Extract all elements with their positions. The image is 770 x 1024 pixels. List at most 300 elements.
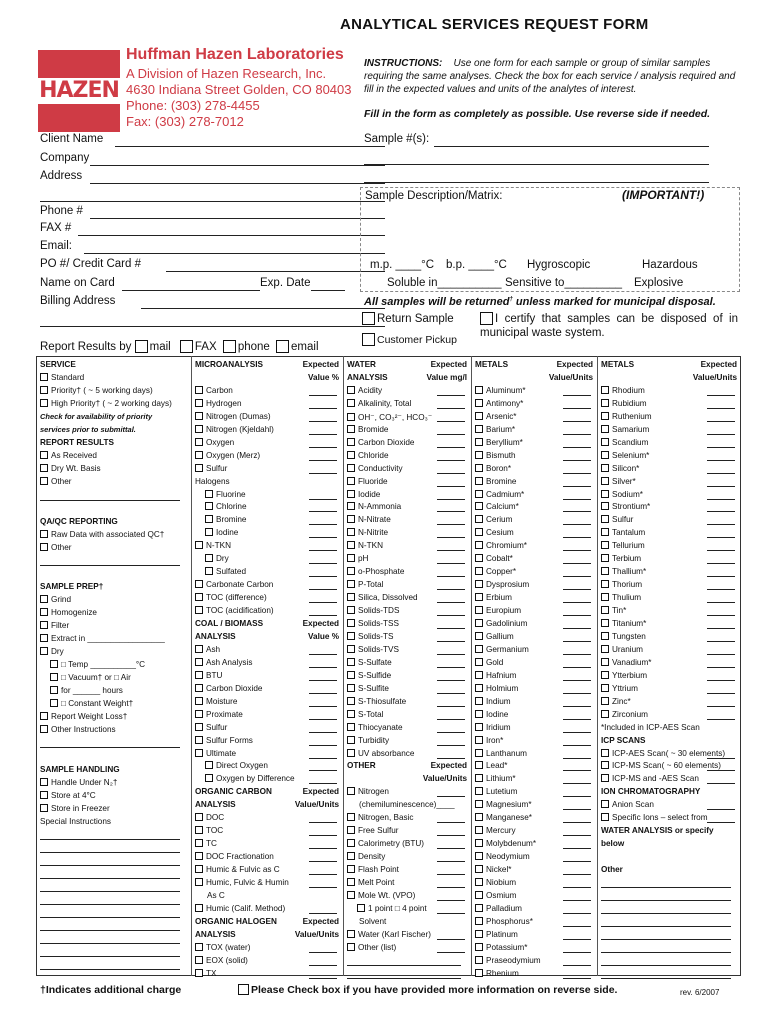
write-in-line[interactable] — [40, 747, 180, 748]
checkbox[interactable] — [347, 787, 355, 795]
exp-date-field[interactable] — [311, 290, 345, 291]
expected-value-field[interactable] — [437, 499, 465, 500]
write-in-line[interactable] — [601, 965, 731, 966]
checkbox[interactable] — [40, 778, 48, 786]
item-high-priority-2-working-days[interactable] — [40, 399, 172, 408]
expected-value-field[interactable] — [707, 809, 735, 810]
checkbox[interactable] — [195, 826, 203, 834]
item-toc[interactable] — [195, 826, 223, 835]
write-in-line[interactable] — [601, 926, 731, 927]
checkbox[interactable] — [475, 878, 483, 886]
item-gold[interactable] — [475, 658, 503, 667]
checkbox[interactable] — [601, 671, 609, 679]
expected-value-field[interactable] — [563, 719, 591, 720]
checkbox[interactable] — [347, 515, 355, 523]
item-lanthanum[interactable] — [475, 749, 527, 758]
checkbox[interactable] — [475, 606, 483, 614]
checkbox[interactable] — [601, 515, 609, 523]
checkbox[interactable] — [475, 438, 483, 446]
item-btu[interactable] — [195, 671, 222, 680]
item-tellurium[interactable] — [601, 541, 645, 550]
card-name-field[interactable] — [122, 290, 260, 291]
checkbox[interactable] — [601, 541, 609, 549]
expected-value-field[interactable] — [707, 770, 735, 771]
checkbox[interactable] — [195, 438, 203, 446]
expected-value-field[interactable] — [707, 511, 735, 512]
checkbox[interactable] — [475, 697, 483, 705]
checkbox[interactable] — [347, 645, 355, 653]
checkbox[interactable] — [347, 464, 355, 472]
item-homogenize[interactable] — [40, 608, 97, 617]
expected-value-field[interactable] — [437, 861, 465, 862]
expected-value-field[interactable] — [437, 576, 465, 577]
expected-value-field[interactable] — [437, 913, 465, 914]
item-conductivity[interactable] — [347, 464, 403, 473]
expected-value-field[interactable] — [707, 550, 735, 551]
item-uv-absorbance[interactable] — [347, 749, 414, 758]
checkbox[interactable] — [40, 608, 48, 616]
item-dry-wt-basis[interactable] — [40, 464, 101, 473]
item-thallium[interactable] — [601, 567, 646, 576]
expected-value-field[interactable] — [563, 887, 591, 888]
expected-value-field[interactable] — [563, 641, 591, 642]
expected-value-field[interactable] — [437, 408, 465, 409]
checkbox[interactable] — [475, 632, 483, 640]
checkbox[interactable] — [475, 736, 483, 744]
checkbox[interactable] — [347, 891, 355, 899]
write-in-line[interactable] — [40, 891, 180, 892]
item-silica-dissolved[interactable] — [347, 593, 418, 602]
checkbox[interactable] — [601, 658, 609, 666]
expected-value-field[interactable] — [309, 770, 337, 771]
checkbox[interactable] — [601, 684, 609, 692]
item-acidity[interactable] — [347, 386, 382, 395]
expected-value-field[interactable] — [707, 602, 735, 603]
expected-value-field[interactable] — [563, 809, 591, 810]
item-carbon-dioxide[interactable] — [347, 438, 414, 447]
item-carbon-dioxide[interactable] — [195, 684, 262, 693]
expected-value-field[interactable] — [309, 745, 337, 746]
checkbox[interactable] — [475, 774, 483, 782]
item-density[interactable] — [347, 852, 385, 861]
expected-value-field[interactable] — [563, 447, 591, 448]
item-chromium[interactable] — [475, 541, 527, 550]
expected-value-field[interactable] — [437, 654, 465, 655]
expected-value-field[interactable] — [309, 783, 337, 784]
expected-value-field[interactable] — [707, 589, 735, 590]
checkbox[interactable] — [475, 386, 483, 394]
checkbox[interactable] — [195, 541, 203, 549]
expected-value-field[interactable] — [563, 978, 591, 979]
expected-value-field[interactable] — [309, 524, 337, 525]
expected-value-field[interactable] — [563, 900, 591, 901]
item-cobalt[interactable] — [475, 554, 513, 563]
item-bromine[interactable] — [475, 477, 517, 486]
item-n-nitrite[interactable] — [347, 528, 388, 537]
expected-value-field[interactable] — [309, 473, 337, 474]
item-doc[interactable] — [195, 813, 224, 822]
checkbox[interactable] — [347, 697, 355, 705]
write-in-line[interactable] — [40, 956, 180, 957]
checkbox[interactable] — [347, 451, 355, 459]
checkbox[interactable] — [195, 464, 203, 472]
checkbox[interactable] — [347, 413, 355, 421]
checkbox[interactable] — [195, 412, 203, 420]
expected-value-field[interactable] — [707, 434, 735, 435]
item-oxygen-merz[interactable] — [195, 451, 260, 460]
item-eox-solid[interactable] — [195, 956, 248, 965]
item-specific-ions-select-from[interactable] — [601, 813, 708, 822]
expected-value-field[interactable] — [437, 693, 465, 694]
checkbox[interactable] — [347, 723, 355, 731]
expected-value-field[interactable] — [707, 654, 735, 655]
checkbox[interactable] — [475, 852, 483, 860]
item-other-list[interactable] — [347, 943, 396, 952]
checkbox[interactable] — [601, 774, 609, 782]
item-germanium[interactable] — [475, 645, 529, 654]
checkbox[interactable] — [347, 632, 355, 640]
expected-value-field[interactable] — [563, 615, 591, 616]
expected-value-field[interactable] — [563, 861, 591, 862]
checkbox[interactable] — [205, 502, 213, 510]
item-s-sulfite[interactable] — [347, 684, 389, 693]
checkbox[interactable] — [40, 791, 48, 799]
item-s-sulfide[interactable] — [347, 671, 391, 680]
item-molybdenum[interactable] — [475, 839, 536, 848]
item-oxygen[interactable] — [195, 438, 234, 447]
checkbox[interactable] — [347, 477, 355, 485]
checkbox[interactable] — [347, 710, 355, 718]
checkbox[interactable] — [475, 541, 483, 549]
client-field-line[interactable] — [141, 308, 386, 309]
expected-value-field[interactable] — [563, 796, 591, 797]
item-solids-tds[interactable] — [347, 606, 399, 615]
checkbox[interactable] — [475, 412, 483, 420]
expected-value-field[interactable] — [707, 395, 735, 396]
item-p-total[interactable] — [347, 580, 383, 589]
checkbox[interactable] — [195, 606, 203, 614]
expected-value-field[interactable] — [309, 719, 337, 720]
expected-value-field[interactable] — [437, 900, 465, 901]
client-field-line[interactable] — [90, 165, 385, 166]
checkbox[interactable] — [601, 528, 609, 536]
checkbox[interactable] — [195, 645, 203, 653]
checkbox[interactable] — [347, 438, 355, 446]
checkbox[interactable] — [475, 645, 483, 653]
item-chlorine[interactable] — [205, 502, 247, 511]
expected-value-field[interactable] — [563, 537, 591, 538]
expected-value-field[interactable] — [309, 680, 337, 681]
expected-value-field[interactable] — [563, 576, 591, 577]
checkbox[interactable] — [195, 969, 203, 977]
expected-value-field[interactable] — [707, 641, 735, 642]
expected-value-field[interactable] — [309, 589, 337, 590]
item-ruthenium[interactable] — [601, 412, 652, 421]
expected-value-field[interactable] — [707, 563, 735, 564]
item-solids-tvs[interactable] — [347, 645, 399, 654]
expected-value-field[interactable] — [437, 628, 465, 629]
expected-value-field[interactable] — [437, 848, 465, 849]
expected-value-field[interactable] — [707, 524, 735, 525]
item-antimony[interactable] — [475, 399, 523, 408]
checkbox[interactable] — [601, 580, 609, 588]
checkbox[interactable] — [475, 490, 483, 498]
expected-value-field[interactable] — [437, 602, 465, 603]
expected-value-field[interactable] — [437, 486, 465, 487]
item-tantalum[interactable] — [601, 528, 645, 537]
checkbox[interactable] — [475, 943, 483, 951]
expected-value-field[interactable] — [707, 680, 735, 681]
item-icp-ms-scan-60-elements[interactable] — [601, 761, 721, 770]
write-in-line[interactable] — [40, 500, 180, 501]
checkbox[interactable] — [475, 956, 483, 964]
checkbox[interactable] — [347, 502, 355, 510]
item-dysprosium[interactable] — [475, 580, 529, 589]
checkbox[interactable] — [50, 699, 58, 707]
item-iodide[interactable] — [347, 490, 380, 499]
checkbox[interactable] — [601, 399, 609, 407]
expected-value-field[interactable] — [707, 537, 735, 538]
checkbox[interactable] — [195, 736, 203, 744]
expected-value-field[interactable] — [563, 486, 591, 487]
checkbox[interactable] — [195, 710, 203, 718]
item-rubidium[interactable] — [601, 399, 647, 408]
item-strontium[interactable] — [601, 502, 650, 511]
item-mole-wt-vpo[interactable] — [347, 891, 415, 900]
item-iodine[interactable] — [205, 528, 238, 537]
item-ytterbium[interactable] — [601, 671, 647, 680]
checkbox[interactable] — [195, 671, 203, 679]
sample-number-field[interactable] — [434, 146, 709, 147]
checkbox[interactable] — [347, 943, 355, 951]
checkbox[interactable] — [347, 593, 355, 601]
item-bromide[interactable] — [347, 425, 389, 434]
expected-value-field[interactable] — [309, 654, 337, 655]
expected-value-field[interactable] — [563, 628, 591, 629]
report-by-phone-checkbox[interactable] — [223, 340, 236, 353]
checkbox[interactable] — [347, 541, 355, 549]
item-nickel[interactable] — [475, 865, 511, 874]
checkbox[interactable] — [475, 464, 483, 472]
checkbox[interactable] — [195, 878, 203, 886]
checkbox[interactable] — [205, 528, 213, 536]
expected-value-field[interactable] — [563, 926, 591, 927]
checkbox[interactable] — [195, 658, 203, 666]
boiling-point-field[interactable]: b.p. ____°C — [446, 259, 507, 271]
checkbox[interactable] — [475, 399, 483, 407]
item-nitrogen-kjeldahl[interactable] — [195, 425, 274, 434]
item-tc[interactable] — [195, 839, 217, 848]
expected-value-field[interactable] — [437, 758, 465, 759]
item-n-tkn[interactable] — [347, 541, 383, 550]
item-cesium[interactable] — [475, 528, 514, 537]
item-sodium[interactable] — [601, 490, 643, 499]
expected-value-field[interactable] — [707, 421, 735, 422]
checkbox[interactable] — [347, 671, 355, 679]
expected-value-field[interactable] — [563, 848, 591, 849]
expected-value-field[interactable] — [309, 499, 337, 500]
expected-value-field[interactable] — [309, 978, 337, 979]
item-water-karl-fischer[interactable] — [347, 930, 431, 939]
checkbox[interactable] — [475, 593, 483, 601]
checkbox[interactable] — [40, 647, 48, 655]
item-neodymium[interactable] — [475, 852, 530, 861]
item-thiocyanate[interactable] — [347, 723, 403, 732]
expected-value-field[interactable] — [563, 421, 591, 422]
checkbox[interactable] — [195, 451, 203, 459]
checkbox[interactable] — [347, 425, 355, 433]
item-sulfur[interactable] — [601, 515, 633, 524]
item-cerium[interactable] — [475, 515, 512, 524]
report-by-mail-checkbox[interactable] — [135, 340, 148, 353]
item-sulfur-forms[interactable] — [195, 736, 253, 745]
expected-value-field[interactable] — [437, 745, 465, 746]
expected-value-field[interactable] — [563, 550, 591, 551]
expected-value-field[interactable] — [563, 693, 591, 694]
item-praseodymium[interactable] — [475, 956, 541, 965]
item-osmium[interactable] — [475, 891, 516, 900]
item-anion-scan[interactable] — [601, 800, 654, 809]
expected-value-field[interactable] — [309, 758, 337, 759]
item-rhodium[interactable] — [601, 386, 645, 395]
expected-value-field[interactable] — [437, 421, 465, 422]
item-carbonate-carbon[interactable] — [195, 580, 273, 589]
item-n-nitrate[interactable] — [347, 515, 391, 524]
checkbox[interactable] — [40, 621, 48, 629]
expected-value-field[interactable] — [563, 511, 591, 512]
checkbox[interactable] — [475, 749, 483, 757]
item-as-received[interactable] — [40, 451, 97, 460]
checkbox[interactable] — [601, 502, 609, 510]
expected-value-field[interactable] — [563, 822, 591, 823]
checkbox[interactable] — [347, 813, 355, 821]
checkbox[interactable] — [205, 490, 213, 498]
return-sample-checkbox[interactable] — [362, 312, 375, 325]
sample-number-field-3[interactable] — [364, 182, 709, 183]
report-by-email-checkbox[interactable] — [276, 340, 289, 353]
checkbox[interactable] — [40, 451, 48, 459]
item-lutetium[interactable] — [475, 787, 517, 796]
item-hafnium[interactable] — [475, 671, 517, 680]
expected-value-field[interactable] — [437, 550, 465, 551]
item-tungsten[interactable] — [601, 632, 646, 641]
expected-value-field[interactable] — [563, 602, 591, 603]
expected-value-field[interactable] — [309, 576, 337, 577]
item-nitrogen-basic[interactable] — [347, 813, 414, 822]
expected-value-field[interactable] — [437, 447, 465, 448]
checkbox[interactable] — [40, 373, 48, 381]
checkbox[interactable] — [347, 554, 355, 562]
expected-value-field[interactable] — [563, 706, 591, 707]
checkbox[interactable] — [40, 477, 48, 485]
checkbox[interactable] — [347, 399, 355, 407]
expected-value-field[interactable] — [563, 965, 591, 966]
item-platinum[interactable] — [475, 930, 518, 939]
item-nitrogen-dumas[interactable] — [195, 412, 271, 421]
item-gallium[interactable] — [475, 632, 514, 641]
item-ultimate[interactable] — [195, 749, 236, 758]
item-doc-fractionation[interactable] — [195, 852, 274, 861]
expected-value-field[interactable] — [309, 511, 337, 512]
checkbox[interactable] — [50, 660, 58, 668]
expected-value-field[interactable] — [309, 874, 337, 875]
expected-value-field[interactable] — [309, 434, 337, 435]
checkbox[interactable] — [601, 761, 609, 769]
checkbox[interactable] — [195, 865, 203, 873]
checkbox[interactable] — [475, 839, 483, 847]
item-toc-acidification[interactable] — [195, 606, 274, 615]
checkbox[interactable] — [475, 671, 483, 679]
checkbox[interactable] — [50, 686, 58, 694]
checkbox[interactable] — [40, 530, 48, 538]
checkbox[interactable] — [475, 787, 483, 795]
sample-number-field-2[interactable] — [364, 164, 709, 165]
expected-value-field[interactable] — [437, 524, 465, 525]
expected-value-field[interactable] — [309, 732, 337, 733]
client-field-line[interactable] — [40, 326, 385, 327]
checkbox[interactable] — [601, 412, 609, 420]
expected-value-field[interactable] — [437, 511, 465, 512]
expected-value-field[interactable] — [309, 861, 337, 862]
item-nitrogen[interactable] — [347, 787, 389, 796]
checkbox[interactable] — [475, 930, 483, 938]
write-in-line[interactable] — [40, 969, 180, 970]
checkbox[interactable] — [475, 865, 483, 873]
expected-value-field[interactable] — [707, 615, 735, 616]
client-field-line[interactable] — [90, 218, 385, 219]
checkbox[interactable] — [347, 490, 355, 498]
expected-value-field[interactable] — [563, 913, 591, 914]
melting-point-field[interactable]: m.p. ____°C — [370, 259, 435, 271]
checkbox[interactable] — [601, 749, 609, 757]
expected-value-field[interactable] — [309, 550, 337, 551]
customer-pickup-option[interactable]: Customer Pickup — [362, 333, 457, 346]
item-fluorine[interactable] — [205, 490, 246, 499]
write-in-line[interactable] — [601, 913, 731, 914]
item-iron[interactable] — [475, 736, 503, 745]
checkbox[interactable] — [601, 800, 609, 808]
item-n-ammonia[interactable] — [347, 502, 401, 511]
write-in-line[interactable] — [40, 943, 180, 944]
item-solids-tss[interactable] — [347, 619, 399, 628]
client-field-line[interactable] — [84, 253, 385, 254]
return-sample-option[interactable]: Return Sample — [362, 312, 454, 325]
item-alkalinity-total[interactable] — [347, 399, 411, 408]
item-magnesium[interactable] — [475, 800, 532, 809]
write-in-line[interactable] — [40, 930, 180, 931]
checkbox[interactable] — [195, 813, 203, 821]
checkbox[interactable] — [347, 567, 355, 575]
client-field-line[interactable] — [78, 235, 386, 236]
checkbox[interactable] — [601, 697, 609, 705]
checkbox[interactable] — [195, 956, 203, 964]
item-thorium[interactable] — [601, 580, 642, 589]
item-temp-c[interactable] — [50, 660, 145, 669]
expected-value-field[interactable] — [437, 589, 465, 590]
expected-value-field[interactable] — [309, 965, 337, 966]
report-by-fax-checkbox[interactable] — [180, 340, 193, 353]
checkbox[interactable] — [475, 684, 483, 692]
item-beryllium[interactable] — [475, 438, 523, 447]
expected-value-field[interactable] — [309, 395, 337, 396]
checkbox[interactable] — [40, 634, 48, 642]
item-direct-oxygen[interactable] — [205, 761, 268, 770]
checkbox[interactable] — [601, 438, 609, 446]
item-moisture[interactable] — [195, 697, 237, 706]
expected-value-field[interactable] — [437, 887, 465, 888]
item-palladium[interactable] — [475, 904, 522, 913]
expected-value-field[interactable] — [563, 732, 591, 733]
